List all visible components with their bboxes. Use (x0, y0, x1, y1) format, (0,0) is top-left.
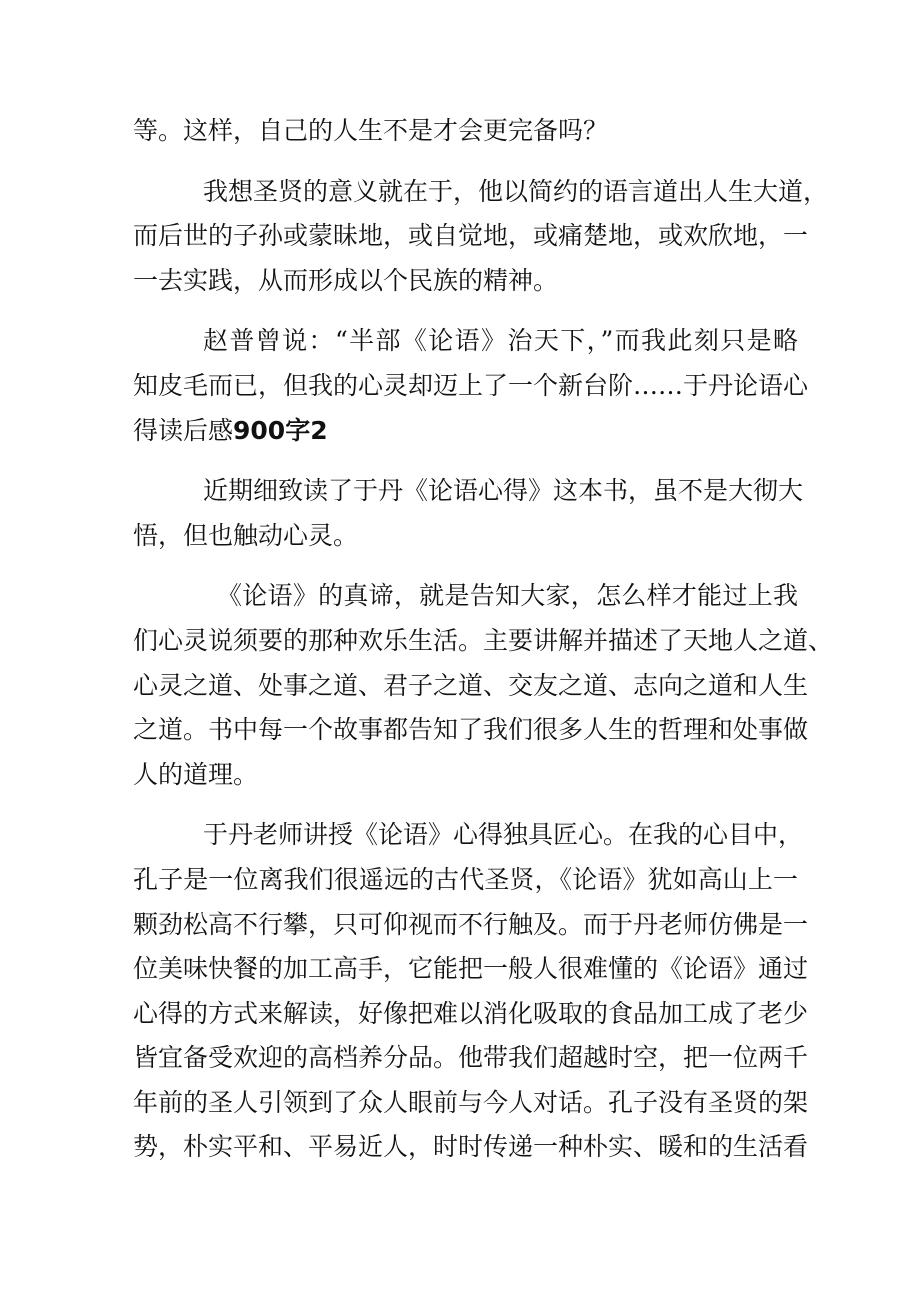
heading-line (133, 409, 798, 454)
text-line: 孔子是一位离我们很遥远的古代圣贤，《论语》犹如高山上一 (133, 864, 798, 894)
document-body (133, 109, 834, 1170)
text-line: 悟，但也触动心灵。 (133, 520, 359, 550)
text-line: 赵普曾说：“半部《论语》治天下，”而我此刻只是略 (203, 326, 798, 356)
text-line: 一去实践，从而形成以个民族的精神。 (133, 265, 559, 295)
text-line: 知皮毛而已，但我的心灵却迈上了一个新台阶……于丹论语心 (133, 370, 809, 400)
text-line: 近期细致读了于丹《论语心得》这本书，虽不是大彻大 (203, 476, 804, 506)
text-line: 皆宜备受欢迎的高档养分品。他带我们超越时空，把一位两千 (133, 1043, 809, 1073)
text-line: 人的道理。 (133, 759, 259, 789)
text-line: 年前的圣人引领到了众人眼前与今人对话。孔子没有圣贤的架 (133, 1087, 809, 1117)
heading-suffix: 900字2 (233, 415, 328, 445)
text-line: 心灵之道、处事之道、君子之道、交友之道、志向之道和人生 (133, 670, 809, 700)
text-line: 势，朴实平和、平易近人，时时传递一种朴实、暖和的生活看 (133, 1132, 809, 1162)
text-line: 位美味快餐的加工高手，它能把一般人很难懂的《论语》通过 (133, 954, 809, 984)
heading-text: 得读后感 (133, 415, 234, 445)
text-line: 等。这样，自己的人生不是才会更完备吗？ (133, 116, 609, 145)
text-line: 们心灵说须要的那种欢乐生活。主要讲解并描述了天地人之道、 (133, 625, 834, 655)
text-line: 之道。书中每一个故事都告知了我们很多人生的哲理和处事做 (133, 715, 809, 745)
text-line: 心得的方式来解读，好像把难以消化吸取的食品加工成了老少 (133, 998, 809, 1028)
text-line: 于丹老师讲授《论语》心得独具匠心。在我的心目中， (203, 820, 804, 850)
text-line: 我想圣贤的意义就在于，他以简约的语言道出人生大道， (203, 176, 829, 206)
text-line: 《论语》的真谛，就是告知大家，怎么样才能过上我 (217, 581, 798, 611)
text-line: 而后世的子孙或蒙昧地，或自觉地，或痛楚地，或欢欣地，一 (133, 221, 809, 251)
text-line: 颗劲松高不行攀，只可仰视而不行触及。而于丹老师仿佛是一 (133, 909, 809, 939)
